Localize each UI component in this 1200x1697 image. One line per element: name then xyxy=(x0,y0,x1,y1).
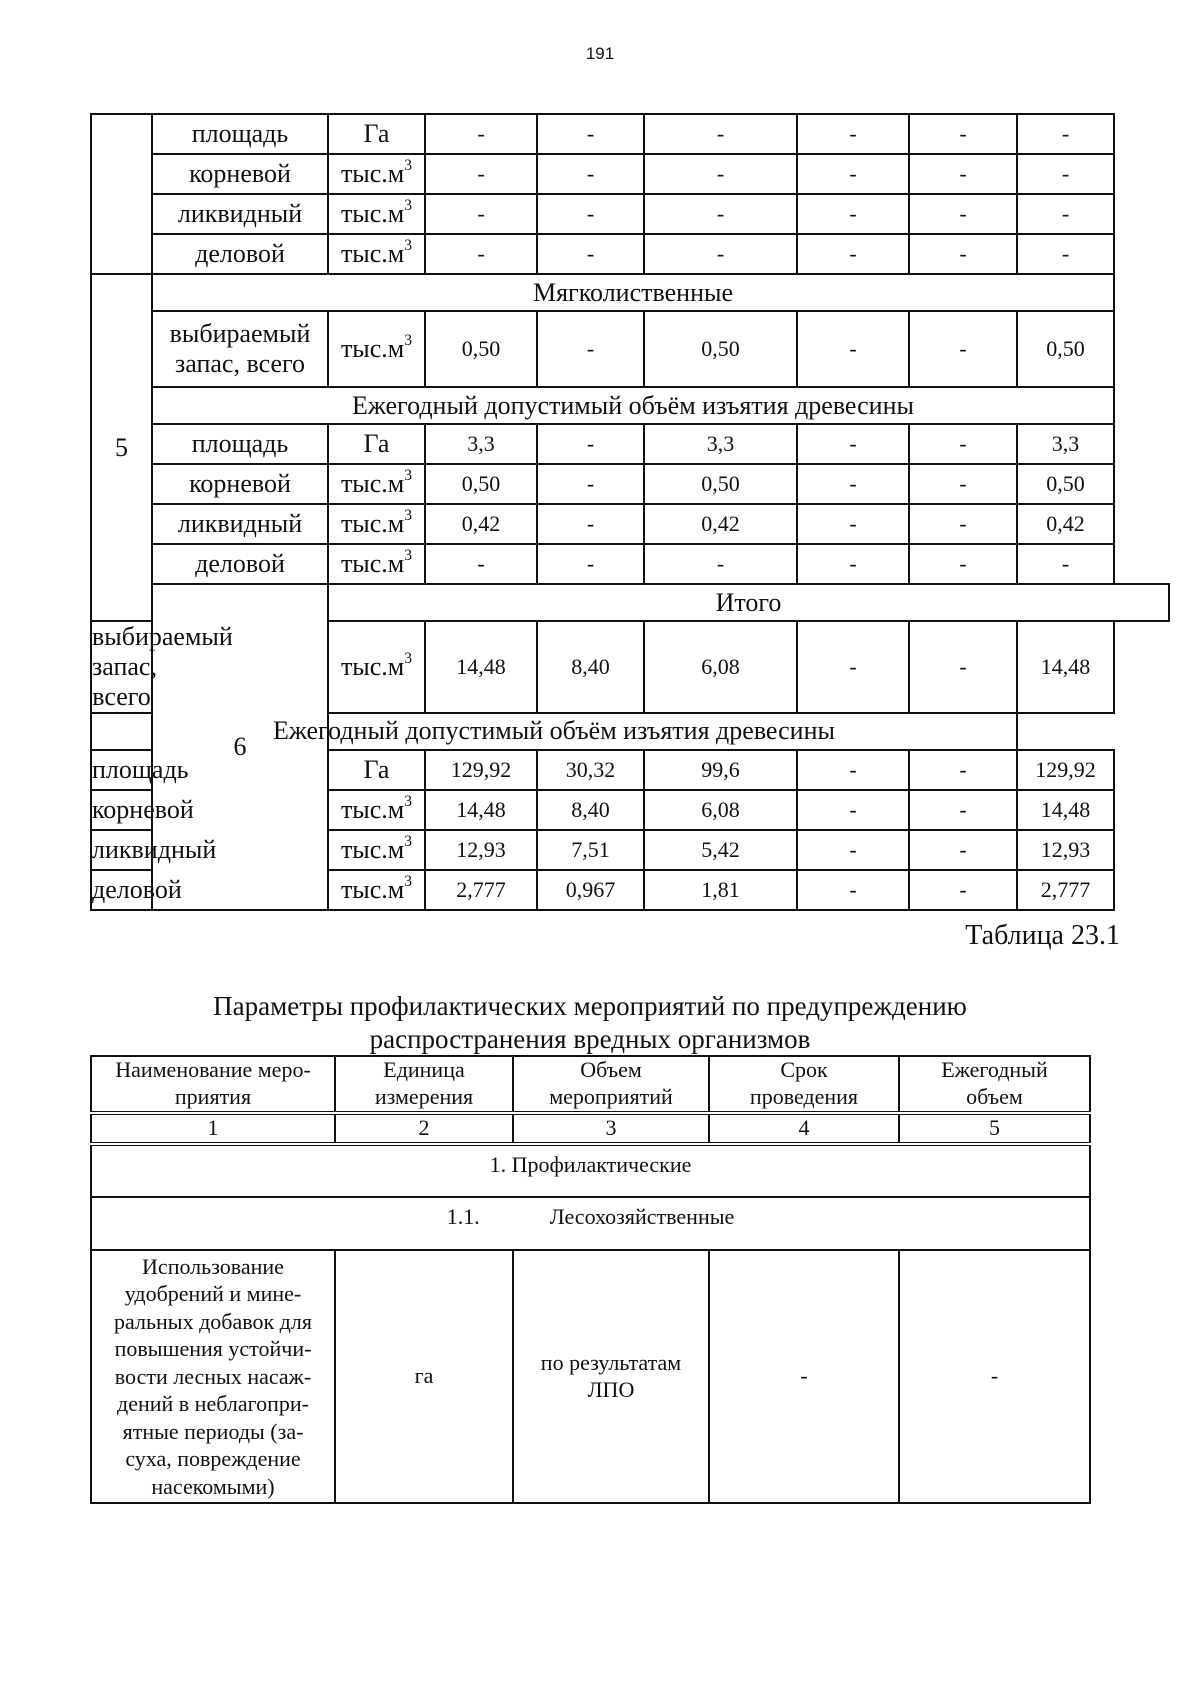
value-cell: 0,50 xyxy=(644,311,797,387)
unit-cell xyxy=(328,870,425,910)
group-number-cell xyxy=(91,114,152,274)
group-number: 6 xyxy=(152,584,328,910)
value-cell: 3,3 xyxy=(644,424,797,464)
row-label: ликвидный xyxy=(152,504,328,544)
value-cell: - xyxy=(644,194,797,234)
table-row xyxy=(91,504,1169,544)
column-number-row xyxy=(91,1113,1090,1144)
value-cell: 12,93 xyxy=(1017,830,1114,870)
value-cell: - xyxy=(909,504,1017,544)
section-profilactic: 1. Профилактические xyxy=(91,1144,1090,1197)
unit-cell xyxy=(328,194,425,234)
unit-exponent: 3 xyxy=(404,197,413,215)
value-cell: - xyxy=(909,194,1017,234)
measure-unit: га xyxy=(335,1250,513,1504)
value-cell: 5,42 xyxy=(644,830,797,870)
unit-cell xyxy=(328,830,425,870)
table-row xyxy=(91,424,1169,464)
subsection-forestry xyxy=(91,1197,1090,1250)
group-number: 5 xyxy=(91,274,152,621)
value-cell: - xyxy=(797,424,909,464)
unit-cell xyxy=(328,234,425,274)
value-cell: - xyxy=(644,114,797,154)
row-label: площадь xyxy=(152,424,328,464)
value-cell: - xyxy=(797,544,909,584)
unit-text: Га xyxy=(363,119,390,149)
value-cell: - xyxy=(909,790,1017,830)
value-cell: - xyxy=(537,504,644,544)
unit-text: тыс.м xyxy=(340,334,405,364)
unit-cell xyxy=(328,750,425,790)
value-cell: - xyxy=(425,194,537,234)
value-cell: - xyxy=(1017,544,1114,584)
value-cell: - xyxy=(797,154,909,194)
value-cell: - xyxy=(537,194,644,234)
unit-text: тыс.м xyxy=(340,874,405,904)
row-label: корневой xyxy=(91,790,152,830)
value-cell: - xyxy=(909,114,1017,154)
value-cell: - xyxy=(537,544,644,584)
table-row xyxy=(91,114,1169,154)
value-cell: 3,3 xyxy=(1017,424,1114,464)
unit-text: тыс.м xyxy=(340,834,405,864)
table-row xyxy=(91,234,1169,274)
section-title: Мягколиственные xyxy=(152,274,1114,311)
row-label: деловой xyxy=(152,234,328,274)
measure-name: Использование удобрений и мине- ральных добавок для повышения устойчи- вости лесных насаж- дений в неблагопри- ятные периоды (за- суха, повреждение насекомыми) xyxy=(91,1250,335,1504)
value-cell: - xyxy=(425,544,537,584)
measure-term: - xyxy=(709,1250,899,1504)
value-cell: - xyxy=(537,424,644,464)
value-cell: - xyxy=(909,870,1017,910)
value-cell: - xyxy=(797,750,909,790)
table-title xyxy=(90,990,1090,1056)
value-cell: 0,42 xyxy=(425,504,537,544)
value-cell: 0,42 xyxy=(644,504,797,544)
row-label: ликвидный xyxy=(91,830,152,870)
value-cell: - xyxy=(425,234,537,274)
unit-cell xyxy=(328,424,425,464)
measure-row xyxy=(91,1250,1090,1504)
column-number: 4 xyxy=(709,1113,899,1144)
header-cell: Наименование меро- приятия xyxy=(91,1056,335,1113)
table-title-line-2: распространения вредных организмов xyxy=(369,1024,811,1054)
value-cell: 8,40 xyxy=(537,790,644,830)
unit-exponent: 3 xyxy=(404,793,413,811)
section-row xyxy=(91,1144,1090,1197)
preventive-measures-table xyxy=(90,1055,1091,1504)
unit-exponent: 3 xyxy=(404,547,413,565)
value-cell: 7,51 xyxy=(537,830,644,870)
subsection-row xyxy=(91,1197,1090,1250)
value-cell: - xyxy=(797,464,909,504)
unit-cell xyxy=(328,464,425,504)
table-row xyxy=(91,544,1169,584)
annual-title: Ежегодный допустимый объём изъятия древесины xyxy=(152,387,1114,424)
value-cell: - xyxy=(797,504,909,544)
measure-annual: - xyxy=(899,1250,1090,1504)
column-number: 3 xyxy=(513,1113,709,1144)
unit-text: Га xyxy=(363,429,390,459)
value-cell: - xyxy=(1017,114,1114,154)
table-row xyxy=(91,464,1169,504)
table-title-line-1: Параметры профилактических мероприятий по предупреждению xyxy=(213,991,967,1021)
header-cell: Единица измерения xyxy=(335,1056,513,1113)
value-cell: 3,3 xyxy=(425,424,537,464)
value-cell: - xyxy=(797,790,909,830)
annual-title: Ежегодный допустимый объём изъятия древесины xyxy=(91,713,1017,750)
unit-text: Га xyxy=(363,754,390,784)
value-cell: - xyxy=(797,234,909,274)
row-label: площадь xyxy=(152,114,328,154)
value-cell: - xyxy=(644,154,797,194)
column-number: 2 xyxy=(335,1113,513,1144)
value-cell: 0,50 xyxy=(1017,311,1114,387)
table-row xyxy=(91,194,1169,234)
value-cell: - xyxy=(909,154,1017,194)
unit-exponent: 3 xyxy=(404,833,413,851)
value-cell: 14,48 xyxy=(1017,790,1114,830)
value-cell: - xyxy=(797,194,909,234)
row-label: деловой xyxy=(91,870,152,910)
header-row xyxy=(91,1056,1090,1113)
value-cell: 14,48 xyxy=(1017,621,1114,713)
unit-cell xyxy=(328,311,425,387)
value-cell: - xyxy=(425,114,537,154)
value-cell: 129,92 xyxy=(425,750,537,790)
value-cell: - xyxy=(909,621,1017,713)
header-cell: Срок проведения xyxy=(709,1056,899,1113)
value-cell: - xyxy=(909,311,1017,387)
value-cell: - xyxy=(537,234,644,274)
stock-label: выбираемый запас, всего xyxy=(92,622,233,711)
value-cell: 0,42 xyxy=(1017,504,1114,544)
value-cell: - xyxy=(644,234,797,274)
subsection-title: Лесохозяйственные xyxy=(549,1203,735,1229)
unit-cell xyxy=(328,504,425,544)
stock-row xyxy=(91,311,1169,387)
page-number: 191 xyxy=(585,44,615,63)
unit-cell xyxy=(328,154,425,194)
value-cell: - xyxy=(537,154,644,194)
value-cell: 0,967 xyxy=(537,870,644,910)
measure-volume: по результатам ЛПО xyxy=(513,1250,709,1504)
value-cell: - xyxy=(537,114,644,154)
value-cell: - xyxy=(909,424,1017,464)
column-number: 5 xyxy=(899,1113,1090,1144)
value-cell: 14,48 xyxy=(425,621,537,713)
value-cell: - xyxy=(644,544,797,584)
unit-cell xyxy=(328,790,425,830)
value-cell: 0,50 xyxy=(425,311,537,387)
unit-text: тыс.м xyxy=(340,509,405,539)
unit-cell xyxy=(328,621,425,713)
value-cell: 2,777 xyxy=(425,870,537,910)
value-cell: - xyxy=(909,750,1017,790)
value-cell: 0,50 xyxy=(644,464,797,504)
annual-row xyxy=(91,713,1169,750)
row-label: ликвидный xyxy=(152,194,328,234)
value-cell: - xyxy=(797,621,909,713)
unit-text: тыс.м xyxy=(340,794,405,824)
row-label: площадь xyxy=(91,750,152,790)
value-cell: - xyxy=(909,544,1017,584)
value-cell: - xyxy=(909,464,1017,504)
section-title: Итого xyxy=(328,584,1169,621)
unit-text: тыс.м xyxy=(340,159,405,189)
section-row xyxy=(91,584,1169,621)
value-cell: 129,92 xyxy=(1017,750,1114,790)
value-cell: 2,777 xyxy=(1017,870,1114,910)
unit-exponent: 3 xyxy=(404,467,413,485)
unit-text: тыс.м xyxy=(340,549,405,579)
unit-exponent: 3 xyxy=(404,332,413,350)
section-row xyxy=(91,274,1169,311)
table-row xyxy=(91,154,1169,194)
value-cell: 99,6 xyxy=(644,750,797,790)
stock-label: выбираемый запас, всего xyxy=(152,311,328,387)
value-cell: 30,32 xyxy=(537,750,644,790)
value-cell: 0,50 xyxy=(1017,464,1114,504)
value-cell: - xyxy=(1017,154,1114,194)
value-cell: 6,08 xyxy=(644,621,797,713)
unit-exponent: 3 xyxy=(404,650,413,668)
unit-text: тыс.м xyxy=(340,651,405,681)
value-cell: - xyxy=(797,830,909,870)
value-cell: - xyxy=(537,464,644,504)
value-cell: 0,50 xyxy=(425,464,537,504)
header-cell: Объем мероприятий xyxy=(513,1056,709,1113)
annual-row xyxy=(91,387,1169,424)
row-label: корневой xyxy=(152,154,328,194)
value-cell: - xyxy=(537,311,644,387)
value-cell: - xyxy=(425,154,537,194)
value-cell: 1,81 xyxy=(644,870,797,910)
value-cell: - xyxy=(1017,234,1114,274)
value-cell: - xyxy=(909,234,1017,274)
unit-exponent: 3 xyxy=(404,157,413,175)
value-cell: - xyxy=(909,830,1017,870)
unit-text: тыс.м xyxy=(340,239,405,269)
value-cell: - xyxy=(1017,194,1114,234)
unit-text: тыс.м xyxy=(340,199,405,229)
table-caption: Таблица 23.1 xyxy=(965,920,1120,951)
unit-exponent: 3 xyxy=(404,237,413,255)
unit-cell xyxy=(328,114,425,154)
column-number: 1 xyxy=(91,1113,335,1144)
forest-volume-table xyxy=(90,113,1170,911)
subsection-number: 1.1. xyxy=(446,1203,480,1229)
header-cell: Ежегодный объем xyxy=(899,1056,1090,1113)
unit-text: тыс.м xyxy=(340,469,405,499)
unit-exponent: 3 xyxy=(404,873,413,891)
value-cell: - xyxy=(797,114,909,154)
value-cell: 14,48 xyxy=(425,790,537,830)
value-cell: 8,40 xyxy=(537,621,644,713)
unit-exponent: 3 xyxy=(404,507,413,525)
value-cell: - xyxy=(797,311,909,387)
value-cell: 12,93 xyxy=(425,830,537,870)
row-label: деловой xyxy=(152,544,328,584)
value-cell: - xyxy=(797,870,909,910)
value-cell: 6,08 xyxy=(644,790,797,830)
unit-cell xyxy=(328,544,425,584)
row-label: корневой xyxy=(152,464,328,504)
